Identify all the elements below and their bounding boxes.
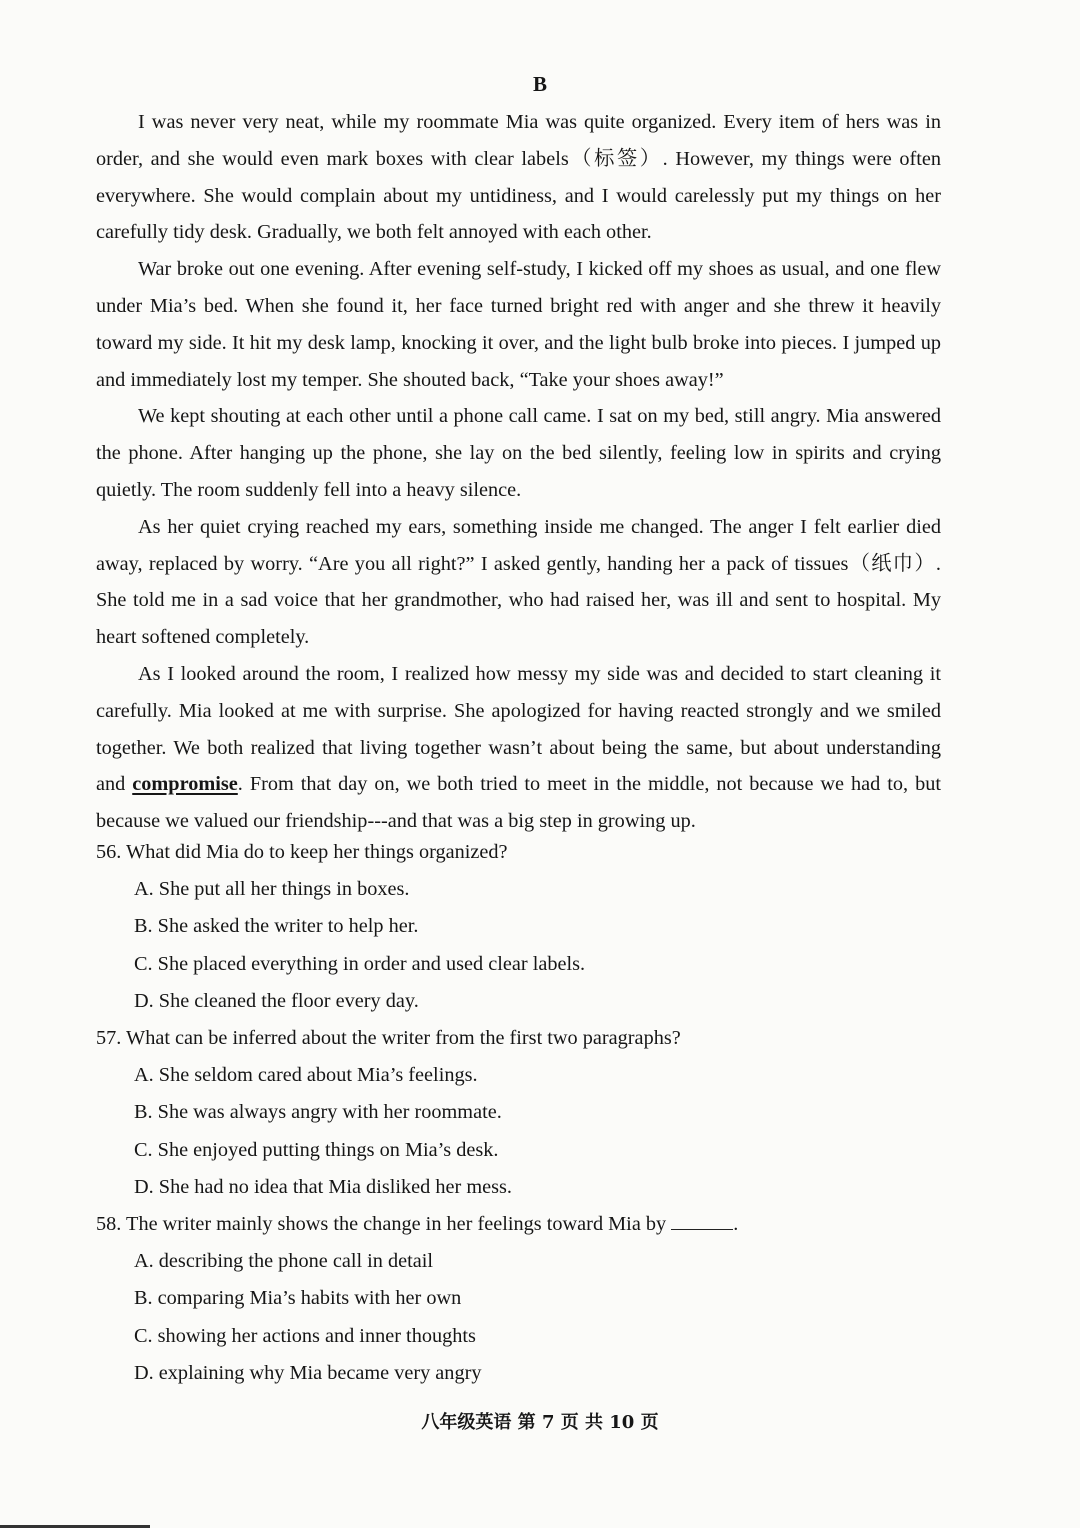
option-b: B. She asked the writer to help her.	[134, 915, 419, 938]
question-stem: 56. What did Mia do to keep her things organized?	[96, 841, 508, 863]
question-stem: 57. What can be inferred about the writer from the first two paragraphs?	[96, 1027, 681, 1050]
question-58	[96, 1206, 941, 1392]
question-56	[96, 834, 941, 1020]
question-57	[96, 1020, 941, 1206]
question-stem-text: 58. The writer mainly shows the change in her feelings toward Mia by	[96, 1213, 667, 1236]
question-list	[96, 834, 941, 1392]
option-c: C. She enjoyed putting things on Mia’s desk.	[134, 1138, 499, 1161]
passage-paragraph-1: I was never very neat, while my roommate Mia was quite organized. Every item of hers was in order, and she would even mark boxes with clear labels（标签）. However, my things were often everywhere. She would complain about my untidiness, and I would carelessly put my things on her carefully tidy desk. Gradually, we both felt annoyed with each other.	[96, 111, 941, 244]
page-footer: 八年级英语 第 7 页 共 10 页	[421, 1412, 659, 1433]
reading-passage	[96, 104, 941, 840]
option-d: D. She cleaned the floor every day.	[134, 989, 419, 1012]
answer-blank	[671, 1211, 733, 1230]
passage-paragraph-2: War broke out one evening. After evening self-study, I kicked off my shoes as usual, and one flew under Mia’s bed. When she found it, her face turned bright red with anger and she threw it heavily toward my side. It hit my desk lamp, knocking it over, and the light bulb broke into pieces. I jumped up and immediately lost my temper. She shouted back, “Take your shoes away!”	[96, 258, 941, 391]
underlined-word: compromise	[132, 773, 238, 796]
option-d: D. explaining why Mia became very angry	[134, 1361, 482, 1384]
option-d: D. She had no idea that Mia disliked her mess.	[134, 1175, 512, 1198]
option-b: B. She was always angry with her roommate.	[134, 1101, 502, 1124]
question-stem	[96, 1206, 941, 1243]
passage-paragraph-3: We kept shouting at each other until a phone call came. I sat on my bed, still angry. Mia answered the phone. After hanging up the phone, she lay on the bed silently, feeling low in spirits and crying quietly. The room suddenly fell into a heavy silence.	[96, 405, 941, 501]
paragraph-text: As I looked around the room, I realized how messy my side was and decided to start cleaning it carefully. Mia looked at me with surprise. She apologized for having reacted strongly and we smiled together. We both realized that living together wasn’t about being the same, but about understanding and	[96, 662, 941, 796]
option-a: A. She put all her things in boxes.	[134, 878, 410, 901]
option-c: C. showing her actions and inner thoughts	[134, 1324, 476, 1347]
section-title: B	[532, 72, 547, 96]
option-a: A. describing the phone call in detail	[134, 1250, 434, 1273]
stem-end: .	[733, 1213, 739, 1236]
option-c: C. She placed everything in order and used clear labels.	[134, 952, 586, 975]
option-b: B. comparing Mia’s habits with her own	[134, 1287, 462, 1310]
option-a: A. She seldom cared about Mia’s feelings.	[134, 1064, 478, 1087]
passage-paragraph-4: As her quiet crying reached my ears, something inside me changed. The anger I felt earlier died away, replaced by worry. “Are you all right?” I asked gently, handing her a pack of tissues（纸巾）. She told me in a sad voice that her grandmother, who had raised her, was ill and sent to hospital. My heart softened completely.	[96, 515, 941, 649]
paragraph-text: . From that day on, we both tried to meet in the middle, not because we had to, but because we valued our friendship---and that was a big step in growing up.	[96, 773, 941, 833]
passage-paragraph-5	[96, 656, 941, 840]
